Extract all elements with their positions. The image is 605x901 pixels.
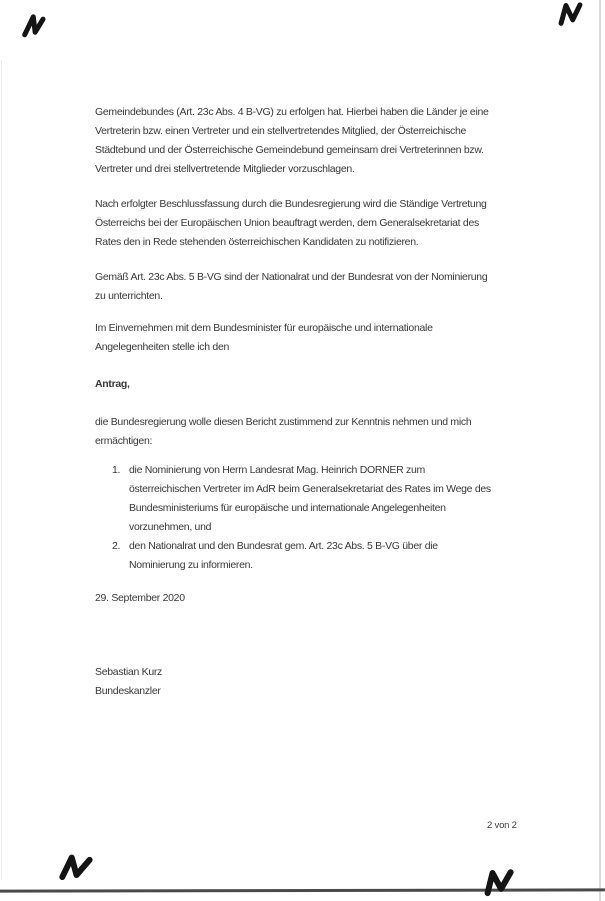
paragraph-line: Gemäß Art. 23c Abs. 5 B-VG sind der Nationalrat und der Bundesrat von der Nominierung [95, 271, 488, 283]
list-item-text [129, 537, 438, 575]
paragraph-line: Österreichs bei der Europäischen Union beauftragt werden, dem Generalsekretariat des [95, 217, 479, 229]
list-item-number: 2. [112, 540, 121, 552]
paragraph-gemeindebund [95, 103, 489, 179]
signature-name: Sebastian Kurz [95, 666, 163, 678]
list-item-number: 1. [112, 464, 121, 476]
paragraph-line: vorzunehmen, und [129, 521, 212, 533]
list-item-1 [112, 461, 491, 537]
paragraph-line: Gemeindebundes (Art. 23c Abs. 4 B-VG) zu erfolgen hat. Hierbei haben die Länder je eine [95, 106, 489, 118]
paragraph-line: Nominierung zu informieren. [129, 559, 253, 571]
paragraph-ermaechtigen [95, 413, 471, 451]
paragraph-line: Rates den in Rede stehenden österreichischen Kandidaten zu notifizieren. [95, 236, 419, 248]
paragraph-line: Bundesministeriums für europäische und internationale Angelegenheiten [129, 502, 446, 514]
paraph-mark-top-right [555, 0, 588, 29]
paragraph-gemaess-art23c [95, 268, 487, 306]
list-item-2 [112, 537, 438, 575]
paragraph-line: ermächtigen: [95, 435, 153, 447]
document-date: 29. September 2020 [95, 592, 185, 604]
list-item-text [129, 461, 491, 537]
page-number: 2 von 2 [487, 820, 517, 831]
page-edge-left [1, 60, 2, 880]
paraph-mark-bottom-left [57, 851, 97, 886]
paragraph-line: österreichischen Vertreter im AdR beim Generalsekretariat des Rates im Wege des [129, 483, 491, 495]
paraph-mark-top-left [20, 10, 48, 41]
paraph-mark-bottom-right [479, 864, 521, 900]
signature-block [95, 663, 162, 701]
paragraph-line: die Nominierung von Herrn Landesrat Mag. Heinrich DORNER zum [129, 464, 425, 476]
paragraph-line: Nach erfolgter Beschlussfassung durch die Bundesregierung wird die Ständige Vertretung [95, 198, 487, 210]
heading-antrag: Antrag, [95, 378, 130, 390]
paragraph-line: Vertreter und drei stellvertretende Mitglieder vorzuschlagen. [95, 163, 355, 175]
paragraph-line: zu unterrichten. [95, 290, 163, 302]
paragraph-line: den Nationalrat und den Bundesrat gem. Art. 23c Abs. 5 B-VG über die [129, 540, 438, 552]
paragraph-einvernehmen [95, 319, 433, 357]
page-edge-right [599, 0, 601, 901]
paragraph-line: Städtebund und der Österreichische Gemeindebund gemeinsam drei Vertreterinnen bzw. [95, 144, 484, 156]
signature-role: Bundeskanzler [95, 685, 161, 697]
paragraph-line: Im Einvernehmen mit dem Bundesminister für europäische und internationale [95, 322, 433, 334]
paragraph-line: Angelegenheiten stelle ich den [95, 341, 230, 353]
paragraph-line: Vertreterin bzw. einen Vertreter und ein stellvertretendes Mitglied, der Österreichische [95, 125, 467, 137]
paragraph-beschlussfassung [95, 195, 487, 252]
paragraph-line: die Bundesregierung wolle diesen Bericht zustimmend zur Kenntnis nehmen und mich [95, 416, 472, 428]
